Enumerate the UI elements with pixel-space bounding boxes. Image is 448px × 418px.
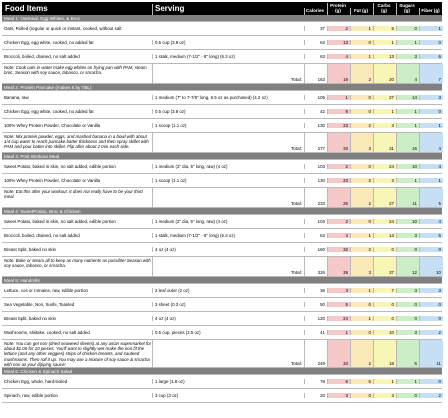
table-row [2,174,442,188]
meal-note: Note: Cook oats in water make egg whites on frying pan with PAM, steam broc. Season with soy sauce, tabasco, or sriracha. [4,65,147,76]
food-name: Oats, Rolled (regular or quick or instant, cooked, without salt [4,26,122,31]
header-serving: Serving [152,4,304,15]
carbs-value: 0 [373,247,396,252]
note-total-row [2,340,442,368]
carbs-value: 1 [373,379,396,384]
protein-value: 23 [327,178,350,183]
total-fiber: 5 [419,188,443,207]
serving-size: 4 oz (4 oz) [152,247,304,252]
food-name: Chicken Egg, egg white, cooked, no added fat [4,109,94,114]
fat-value: 1 [350,54,373,59]
protein-value: 2 [327,26,350,31]
meal-header-row [2,15,442,22]
protein-value: 5 [327,302,350,307]
total-carbs: 37 [373,257,396,276]
protein-value: 3 [327,393,350,398]
sugars-value: 1 [396,379,419,384]
header-food: Food Items [5,4,48,13]
sugars-value: 10 [396,219,419,224]
calories-value: 105 [304,95,327,100]
fiber-value: 6 [419,54,443,59]
calories-value: 130 [304,123,327,128]
total-label: Total: [291,146,302,151]
serving-size: 1 scoop (1.1 oz) [152,123,304,128]
total-fat: 3 [350,257,373,276]
food-name: Mushrooms, shiitake, cooked, no salt added [4,330,90,335]
table-row [2,284,442,298]
protein-value: 23 [327,123,350,128]
serving-size: 3 sheet (0.3 oz) [152,302,304,307]
carbs-value: 3 [373,123,396,128]
fiber-value: 1 [419,123,443,128]
total-cell [152,257,304,276]
fiber-value: 6 [419,233,443,238]
sugars-value: 3 [396,54,419,59]
total-label: Total: [291,77,302,82]
protein-value: 24 [327,316,350,321]
total-calories: 277 [304,133,327,152]
fiber-value: 1 [419,178,443,183]
note-total-row [2,64,442,84]
note-total-row [2,188,442,208]
nutrition-sheet [2,2,442,403]
fat-value: 1 [350,316,373,321]
calories-value: 103 [304,219,327,224]
carbs-value: 1 [373,109,396,114]
protein-value: 1 [327,95,350,100]
calories-value: 20 [304,393,327,398]
fiber-value: 2 [419,393,443,398]
serving-size: 0.5 cup (3.8 oz) [152,109,304,114]
food-name: Breast Split, baked no skin [4,316,56,321]
serving-size: 1 medium (2" dia, 5" long, raw) (4 oz) [152,164,304,169]
meal-header-row [2,84,442,91]
sugars-value: 1 [396,178,419,183]
total-fat: 2 [350,188,373,207]
header-carbs: Carbs (g) [373,3,396,15]
total-protein: 19 [327,64,350,83]
table-row [2,375,442,389]
serving-size: 1 medium (7" to 7-7/8" long, 6.5 oz as purchased) (4.2 oz) [152,95,304,100]
food-name: Sea Vegetable, Nori, Sushi, Toasted [4,302,75,307]
total-calories: 249 [304,340,327,367]
carbs-value: 27 [373,95,396,100]
table-row [2,389,442,403]
total-fat: 2 [350,340,373,367]
table-row [2,229,442,243]
fat-value: 1 [350,288,373,293]
sugars-value: 14 [396,95,419,100]
meal-title: Meal 2: Protein Pancake (makes 6 by TBL) [4,84,92,90]
fiber-value: 0 [419,247,443,252]
protein-value: 9 [327,109,350,114]
meal-header-row [2,277,442,284]
fat-value: 0 [350,219,373,224]
food-name: 100% Whey Protein Powder, Chocolate or Vanilla [4,178,101,183]
meal-title: Meal 1: Oatmeal, Egg Whites, & Broc [4,15,81,21]
serving-size: 2 leaf outer (2 oz) [152,288,304,293]
carbs-value: 7 [373,288,396,293]
total-fiber: 11 [419,340,443,367]
meal-header-row [2,153,442,160]
fiber-value: 3 [419,95,443,100]
header-calories: Calories [304,8,327,15]
fiber-value: 0 [419,379,443,384]
table-row [2,50,442,64]
meal-header-row [2,368,442,375]
calories-value: 41 [304,330,327,335]
carbs-value: 13 [373,54,396,59]
food-name: Sweet Potato, baked in skin, no salt added, edible portion [4,164,116,169]
fat-value: 0 [350,109,373,114]
sugars-value: 1 [396,40,419,45]
fat-value: 0 [350,330,373,335]
fiber-value: 3 [419,288,443,293]
fat-value: 0 [350,393,373,398]
serving-size: 0.5 cup (3.8 oz) [152,40,304,45]
total-carbs: 27 [373,188,396,207]
meal-note: Note: You can get nori (dried seaweed sheets) at any asian supermarket for about $1.00 for 10 pieces. You'll want to slightly wet make the nori fit the lettuce (and any other veggies) strips of chicken breasts, and sauteed mushrooms. Then roll it up. You may use a mixture of soy sauce & sriracha with nori as your dipping sauce! [4,341,152,367]
total-fat: 2 [350,64,373,83]
calories-value: 50 [304,302,327,307]
food-name: Sweet Potato, baked in skin, no salt added, edible portion [4,219,116,224]
food-name: Broccoli, boiled, drained, no salt added [4,54,80,59]
food-name: Breast Split, baked no skin [4,247,56,252]
header-sugars: Sugars (g) [396,3,419,15]
total-label: Total: [291,201,302,206]
total-fiber: 7 [419,64,443,83]
table-row [2,36,442,50]
header-fat: Fat (g) [350,8,373,15]
fat-value: 5 [350,379,373,384]
meal-note: Note: Bake or steam all to keep as many nutrients as possible! Season with soy sauce, tabasco, or sriracha. [4,258,151,269]
fiber-value: 0 [419,302,443,307]
total-label: Total: [291,361,302,367]
total-calories: 233 [304,188,327,207]
calories-value: 63 [304,40,327,45]
table-row [2,326,442,340]
food-name: Chicken Egg, whole, hard-boiled [4,379,68,385]
protein-value: 13 [327,40,350,45]
total-fat: 3 [350,133,373,152]
carbs-value: 1 [373,40,396,45]
table-row [2,215,442,229]
fat-value: 0 [350,164,373,169]
serving-size: 1 stalk, medium (7-1/2" - 8" long) (6.3 oz) [152,233,304,238]
serving-size: 3 cup (3 oz) [152,393,304,398]
sugars-value: 0 [396,302,419,307]
fat-value: 0 [350,40,373,45]
meal-note: Note: Eat this after your workout. It does not really have to be your third meal. [4,189,143,200]
calories-value: 63 [304,54,327,59]
calories-value: 36 [304,288,327,293]
total-fiber: 10 [419,257,443,276]
calories-value: 78 [304,379,327,384]
sugars-value: 0 [396,247,419,252]
fat-value: 0 [350,95,373,100]
table-row [2,105,442,119]
meal-title: Meal 3: Post Workout Meal [4,153,60,159]
calories-value: 130 [304,178,327,183]
calories-value: 63 [304,233,327,238]
sugars-value: 1 [396,123,419,128]
total-protein: 33 [327,133,350,152]
carbs-value: 6 [373,26,396,31]
serving-size: 1 medium (2" dia, 5" long, raw) (4 oz) [152,219,304,224]
sugars-value: 3 [396,233,419,238]
total-calories: 163 [304,64,327,83]
fat-value: 2 [350,123,373,128]
total-label: Total: [291,270,302,275]
carbs-value: 3 [373,178,396,183]
total-sugars: 11 [396,188,419,207]
total-sugars: 4 [396,64,419,83]
carbs-value: 0 [373,316,396,321]
protein-value: 2 [327,164,350,169]
meal-title: Meal 6: Chicken & Spinach Salad [4,368,73,374]
total-sugars: 6 [396,340,419,367]
total-carbs: 20 [373,64,396,83]
food-name: Spinach, raw, edible portion [4,393,58,399]
fat-value: 2 [350,178,373,183]
total-sugars: 16 [396,133,419,152]
food-name: Lettuce, cos or romaine, raw, edible portion [4,288,88,293]
calories-value: 103 [304,164,327,169]
protein-value: 1 [327,330,350,335]
total-calories: 326 [304,257,327,276]
fiber-value: 0 [419,109,443,114]
carbs-value: 10 [373,330,396,335]
fiber-value: 4 [419,164,443,169]
protein-value: 4 [327,233,350,238]
header-row [2,2,442,15]
carbs-value: 24 [373,219,396,224]
food-name: 100% Whey Protein Powder, Chocolate or Vanilla [4,123,101,128]
serving-size: 0.5 cup, pieces (2.5 oz) [152,330,304,335]
calories-value: 120 [304,316,327,321]
serving-size: 1 stalk, medium (7-1/2" - 8" long) (6.3 oz) [152,54,304,59]
header-protein: Protein (g) [327,3,350,15]
total-protein: 39 [327,257,350,276]
fat-value: 2 [350,247,373,252]
sugars-value: 1 [396,109,419,114]
total-protein: 33 [327,340,350,367]
table-row [2,298,442,312]
table-row [2,91,442,105]
fiber-value: 1 [419,26,443,31]
protein-value: 3 [327,288,350,293]
total-cell [152,133,304,152]
food-name: Chicken Egg, egg white, cooked, no added fat [4,40,94,45]
total-carbs: 31 [373,133,396,152]
serving-size: 4 oz (4 oz) [152,316,304,321]
sugars-value: 10 [396,164,419,169]
fiber-value: 0 [419,316,443,321]
calories-value: 160 [304,247,327,252]
table-row [2,312,442,326]
carbs-value: 0 [373,302,396,307]
total-sugars: 12 [396,257,419,276]
protein-value: 32 [327,247,350,252]
carbs-value: 3 [373,393,396,398]
protein-value: 6 [327,379,350,384]
carbs-value: 13 [373,233,396,238]
fat-value: 1 [350,233,373,238]
table-row [2,22,442,36]
serving-size: 1 large (1.8 oz) [152,379,304,384]
protein-value: 2 [327,219,350,224]
sugars-value: 0 [396,316,419,321]
meal-title: Meal 5: Handrolls [4,277,40,283]
sugars-value: 0 [396,26,419,31]
sugars-value: 0 [396,393,419,398]
sugars-value: 3 [396,288,419,293]
total-cell [152,64,304,83]
total-fiber: 4 [419,133,443,152]
food-name: Broccoli, boiled, drained, no salt added [4,233,80,238]
food-name: Banana, raw [4,95,29,100]
fat-value: 1 [350,26,373,31]
meal-title: Meal 4: SweetPotato, Broc & Chicken [4,208,81,214]
total-protein: 25 [327,188,350,207]
table-row [2,243,442,257]
total-carbs: 18 [373,340,396,367]
fiber-value: 4 [419,219,443,224]
table-row [2,119,442,133]
table-row [2,160,442,174]
note-total-row [2,257,442,277]
fat-value: 0 [350,302,373,307]
total-cell [152,340,304,367]
carbs-value: 24 [373,164,396,169]
note-total-row [2,133,442,153]
serving-size: 1 scoop (1.1 oz) [152,178,304,183]
table-body [2,15,442,403]
meal-note: Note: Mix protein powder, eggs, and mashed banana in a bowl with about 1/4 cup water to reach pancake batter thickness and then spray skillet with PAM and pour batter into skillet. Flip after about 2 min each side. [4,134,149,150]
calories-value: 42 [304,109,327,114]
sugars-value: 3 [396,330,419,335]
calories-value: 37 [304,26,327,31]
header-fiber: Fiber (g) [419,8,443,15]
protein-value: 4 [327,54,350,59]
meal-header-row [2,208,442,215]
fiber-value: 0 [419,40,443,45]
total-cell [152,188,304,207]
fiber-value: 2 [419,330,443,335]
